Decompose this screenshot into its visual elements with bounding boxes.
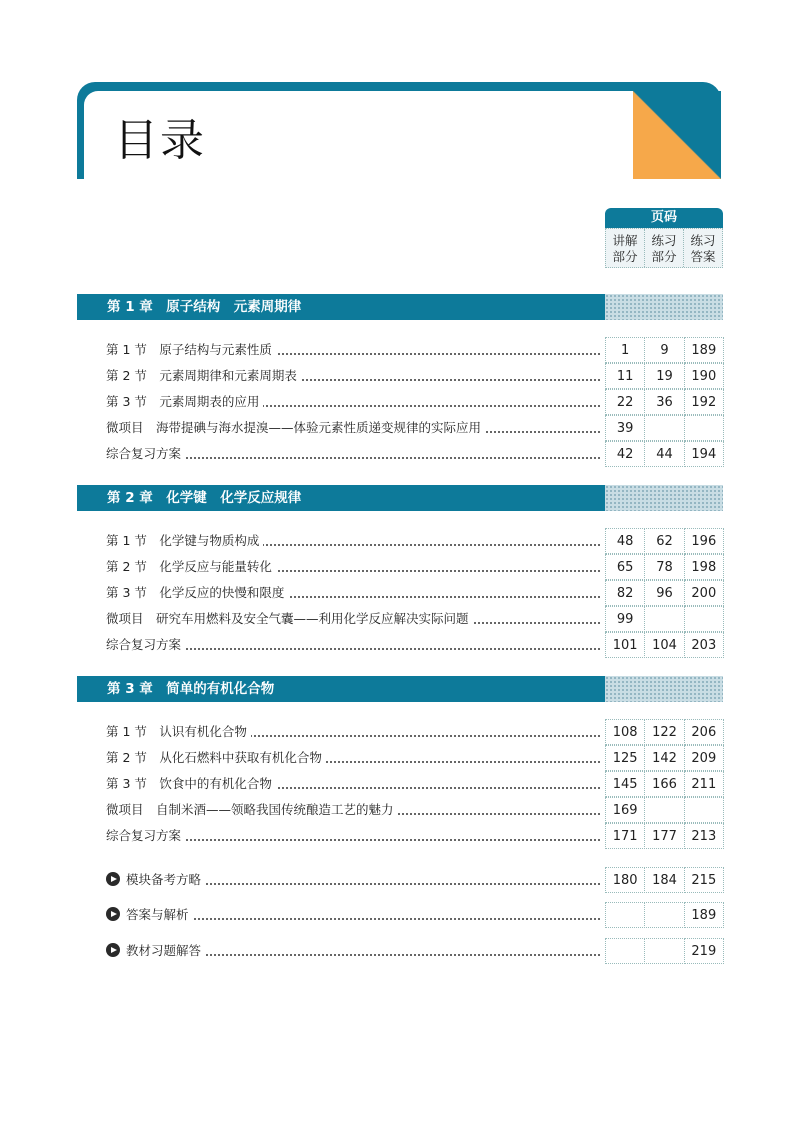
page-lecture: 65 [605, 554, 645, 580]
page-answer: 200 [684, 580, 724, 606]
page-title: 目录 [114, 115, 206, 166]
page-exercise: 36 [644, 389, 684, 415]
toc-row-label: 微项目 自制米酒——领略我国传统酿造工艺的魅力 [106, 797, 398, 823]
page-lecture: 39 [605, 415, 645, 441]
chapter-2-bar [77, 485, 723, 511]
play-circle-icon [106, 907, 120, 921]
toc-extra-label-wrap [106, 867, 205, 893]
page-answer [684, 606, 724, 632]
toc-row-label: 第 3 节 饮食中的有机化合物 [106, 771, 276, 797]
page-exercise: 19 [644, 363, 684, 389]
page-lecture: 180 [605, 867, 645, 893]
page-exercise: 177 [644, 823, 684, 849]
toc-extra-label-wrap [106, 902, 193, 928]
page-lecture: 11 [605, 363, 645, 389]
page-exercise [644, 902, 684, 928]
toc-extra-row[interactable] [106, 867, 723, 893]
page-number-legend [605, 208, 723, 268]
page-lecture: 101 [605, 632, 645, 658]
header-panel [84, 91, 644, 179]
toc-row[interactable] [106, 337, 723, 363]
page-lecture: 125 [605, 745, 645, 771]
header-corner-decoration [633, 91, 721, 179]
legend-col-lecture: 讲解 部分 [606, 229, 645, 267]
page-exercise: 44 [644, 441, 684, 467]
page-answer: 211 [684, 771, 724, 797]
toc-row-label: 微项目 海带提碘与海水提溴——体验元素性质递变规律的实际应用 [106, 415, 485, 441]
page-exercise: 9 [644, 337, 684, 363]
chapter-3-bar [77, 676, 723, 702]
page-exercise: 122 [644, 719, 684, 745]
page-answer: 213 [684, 823, 724, 849]
toc-row-label: 模块备考方略 [126, 872, 202, 887]
page-lecture: 108 [605, 719, 645, 745]
page-lecture: 42 [605, 441, 645, 467]
toc-row-label: 第 3 节 化学反应的快慢和限度 [106, 580, 288, 606]
toc-row[interactable] [106, 823, 723, 849]
page-exercise [644, 606, 684, 632]
chapter-title[interactable]: 第 3 章 简单的有机化合物 [77, 676, 605, 702]
page-answer: 190 [684, 363, 724, 389]
legend-header: 页码 [605, 208, 723, 228]
page-answer: 189 [684, 902, 724, 928]
page-lecture: 82 [605, 580, 645, 606]
toc-extra-row[interactable] [106, 902, 723, 928]
page-exercise: 62 [644, 528, 684, 554]
page-answer: 198 [684, 554, 724, 580]
toc-row-label: 教材习题解答 [126, 943, 202, 958]
toc-row-label: 微项目 研究车用燃料及安全气囊——利用化学反应解决实际问题 [106, 606, 473, 632]
page-exercise: 184 [644, 867, 684, 893]
toc-extra-label-wrap [106, 938, 205, 964]
page-exercise: 142 [644, 745, 684, 771]
toc-row[interactable] [106, 580, 723, 606]
chapter-title[interactable]: 第 1 章 原子结构 元素周期律 [77, 294, 605, 320]
page-answer: 215 [684, 867, 724, 893]
toc-row[interactable] [106, 632, 723, 658]
toc-row[interactable] [106, 745, 723, 771]
toc-row-label: 第 1 节 化学键与物质构成 [106, 528, 263, 554]
page-answer: 189 [684, 337, 724, 363]
toc-row[interactable] [106, 363, 723, 389]
legend-col-answers: 练习 答案 [690, 233, 716, 264]
page-answer: 219 [684, 938, 724, 964]
page-answer [684, 415, 724, 441]
toc-row[interactable] [106, 528, 723, 554]
toc-row-label: 第 1 节 原子结构与元素性质 [106, 337, 276, 363]
page-answer [684, 797, 724, 823]
chapter-1-bar [77, 294, 723, 320]
toc-row[interactable] [106, 797, 723, 823]
page-lecture: 99 [605, 606, 645, 632]
toc-row[interactable] [106, 606, 723, 632]
page-exercise [644, 415, 684, 441]
page-exercise: 104 [644, 632, 684, 658]
page-lecture: 22 [605, 389, 645, 415]
toc-row-label: 综合复习方案 [106, 441, 185, 467]
page-answer: 209 [684, 745, 724, 771]
page-lecture: 171 [605, 823, 645, 849]
toc-row-label: 综合复习方案 [106, 823, 185, 849]
page-lecture [605, 902, 645, 928]
toc-row[interactable] [106, 554, 723, 580]
toc-row[interactable] [106, 719, 723, 745]
page-answer: 196 [684, 528, 724, 554]
legend-columns [605, 228, 723, 268]
page-answer: 206 [684, 719, 724, 745]
toc-row-label: 答案与解析 [126, 907, 189, 922]
chapter-bar-pattern [605, 294, 723, 320]
chapter-title[interactable]: 第 2 章 化学键 化学反应规律 [77, 485, 605, 511]
page-exercise: 96 [644, 580, 684, 606]
page-lecture: 1 [605, 337, 645, 363]
toc-row[interactable] [106, 415, 723, 441]
page-answer: 192 [684, 389, 724, 415]
page-lecture: 169 [605, 797, 645, 823]
toc-row-label: 综合复习方案 [106, 632, 185, 658]
page-answer: 203 [684, 632, 724, 658]
toc-row-label: 第 2 节 元素周期律和元素周期表 [106, 363, 301, 389]
toc-extra-row[interactable] [106, 938, 723, 964]
toc-row-label: 第 3 节 元素周期表的应用 [106, 389, 263, 415]
toc-row-label: 第 2 节 化学反应与能量转化 [106, 554, 276, 580]
header-banner [77, 82, 721, 179]
play-circle-icon [106, 943, 120, 957]
page-lecture [605, 938, 645, 964]
toc-row-label: 第 1 节 认识有机化合物 [106, 719, 251, 745]
toc-row[interactable] [106, 389, 723, 415]
chapter-bar-pattern [605, 485, 723, 511]
chapter-bar-pattern [605, 676, 723, 702]
toc-row[interactable] [106, 771, 723, 797]
page-answer: 194 [684, 441, 724, 467]
page-lecture: 48 [605, 528, 645, 554]
play-circle-icon [106, 872, 120, 886]
page-lecture: 145 [605, 771, 645, 797]
toc-row-label: 第 2 节 从化石燃料中获取有机化合物 [106, 745, 326, 771]
page-exercise: 166 [644, 771, 684, 797]
page-exercise [644, 797, 684, 823]
toc-row[interactable] [106, 441, 723, 467]
page-exercise: 78 [644, 554, 684, 580]
legend-col-exercise: 练习 部分 [645, 229, 684, 267]
page-exercise [644, 938, 684, 964]
